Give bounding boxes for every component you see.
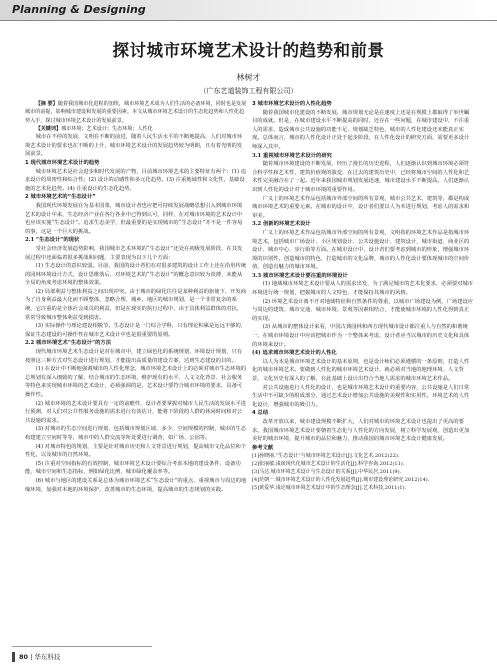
paragraph: 改革开放以来，城市建设规模不断扩大，人们对城市的环境艺术设计也提出了更高的要求。我国城市环境艺术设计要朝着生态化与人性化的方向发展，树立科学发展观，创造出更加美好的城市环境，提升城市的品位和魅力，推动我国的城市环境艺术设计健康发展。 [252,418,470,443]
reference-item: [4]范朝一.城市环境艺术设计的人性化发展趋势[J].城市建设理论研究,2012(14). [252,477,430,484]
paragraph: 以人为本是城市环境艺术设计的基本原则，也是设计师们必须遵循的一条原则，打造人性化的城市环境艺术。要做到人性化的城市环境艺术设计，就必须对当地的地理环境、人文背景、文化历史有深入的了解，在此基础上设计出符合当地人需求的城市环境艺术作品。 [252,358,470,382]
paragraph: (3) 对城市的生态空间进行规划，包括城市规划区域、多少、空间规模的控制，城市的生态构建建立空间时等等，城市中的人群交流等所处要进行调查，如广场、公园等。 [25,426,247,441]
reference-item: [3]马达.城市环境艺术设计与生态设计的关系[J].中华民居,2011(9). [252,469,402,476]
paragraph: 受社会经济发展趋势影响，我国城市艺术环境的“生态设计”还处在初级发展阶段，在其发展过程中还面临着很多挑战和问题，主要表现为以下几个方面： [25,245,243,261]
paragraph: 随着城市环境建设的不断发展，经历了漫长的历史进程，人们逐渐认识到城市环境必须符合科学性和艺术性，建筑价值观的演变，在过去的建筑历史中，已经将城市空间的人性化和艺术性完美融合在了一起。近年来我国城市规划发展迅速，城市建设水平不断提高。人们逐渐认识到人性化的设计对于城市环境的重要作用。 [252,161,470,193]
paragraph: 城市环境艺术是社会进步和时代发展的产物，目前城市环境艺术的主要特征有两个：(1) 追求设计的周密性和综合性；(2) 设计的动感性和多元化趋势。(3) 注重地域性和文化性，基础设施的艺术化趋势。(4) 注重设计的生态化趋势。 [25,168,247,192]
keywords [25,125,247,133]
keywords-label: 【关键词】 [35,125,62,132]
footer [19,652,60,661]
paragraph: 广义上的环境艺术作品包括城市外部空间的所有景观，城市公共艺术、建筑等，都是构成城市环境艺术的重要元素。在城市的设计中，设计者们要以人为本进行规划，考虑人的需求和审美。 [252,195,470,219]
subsection-heading: 3.3 城市环境艺术设计要注重的环境设计 [252,272,348,279]
paragraph: 我国现代环境发展在为基本国策，城市设计者也应把可持续发展战略思想引入到城市环境艺术的设计中来，生态经济产业在各行各业中已得到认可，同样，在对城市环境的艺术设计中也应该实施“生态设计”。追求生态美学，但最重要的是实现城市的“生态设计”并不是一件容易的事，这是一个巨大的挑战。 [25,202,243,235]
section-heading: 3 城市环境艺术设计的人性化趋势 [252,101,332,107]
paragraph: (4) 对城市特色的规划，主要是针对城市历史和人文背景进行规划，提高城市文化品位和个性化，以及城市的自然环境。 [25,443,247,459]
paragraph: (1) 在设计中不断地强调城市的人性化理念，城市环境艺术设计上的必须对城市生态环境的总规划有深入细致的了解，结合城市的生态环境，维护现有的水平、人文文化背景、社会服务等特色来实现城市环境的艺术设计，必须强调的是，艺术设计要符合城市环境的要求，具备可操作性。 [25,366,247,398]
section-label: Planning & Designing [12,3,146,16]
left-column [25,100,247,494]
subsection-heading: 3.2 创新的环境艺术设计 [252,221,311,228]
reference-item: [1]孙晓丽.“生态设计”与城市环境艺术设计[J].文化艺术,2012(22). [252,453,400,460]
header-rule [0,20,497,21]
right-column-body [252,100,474,444]
paper-title: 探讨城市环境艺术设计的趋势和前景 [112,41,385,60]
author-affiliation: （广东艺道装饰工程有限公司） [199,87,298,95]
footer-rule [12,646,152,647]
paragraph: (5) 注重对空间指标的有效控制，城市环境艺术设计要综合考虑本地的建设条件，设备功能，城市空间和生态指标，例如绿化比例，城市绿化覆盖率等。 [25,460,241,476]
page-number: 80 [19,653,29,661]
footer-separator: | [30,653,35,661]
right-column [252,100,474,492]
abstract [25,100,247,125]
paragraph: (2) 城市环境的艺术设计要具有一定的前瞻性，设计者要掌握对城市人民生活的发展水平进行预测，对人们对公共性服务设施的需求进行有效估计，能将下阶段的人群的休闲时间和对公共设施的需求。 [25,400,247,424]
paragraph: (3) 从城市的整体设计来看，中国古典园林和西方现代城市设计都注重人与自然的和谐统一，在城市环境设计中应该把城市作为一个整体来考虑，设计者应当以城市的历史文化和具体的环境来设计。 [252,324,470,348]
paragraph: 随着我国城市化建设的不断发展，城市规划无论是在速度上还是在规模上都取得了举世瞩目的成就。但是，在城市建设水平不断提高的同时，还存在一些问题，在城市建设中，不注重人的需求，造成城市公共设施的功能不足、规划缺乏特色，城市的人性化建设还未能真正实现。总体而言，城市的人性化设计正处于起步阶段，在人性化设计的研究方面，需要更多设计师深入其中。 [252,109,470,150]
abstract-label: 【摘 要】 [35,101,58,107]
author-name: 林树才 [236,73,261,82]
section-heading: 1 现代城市环境艺术设计的趋势 [25,159,100,166]
subsection-heading: (4) 追求城市环境艺术设计的人性化 [252,350,337,357]
subsection-heading: 3.1 重视城市环境艺术设计的研究 [252,152,332,159]
reference-item: [2]张丽敏.浅谈现代化城市艺术设计的生活化[J].科学咨询,2012(11). [252,461,405,468]
left-column-body [25,133,247,494]
paragraph: (2) 环境艺术设计离不开对地域特征和自然条件的尊重，以城市广场建设为例，广场建设应与周边的建筑、城市交通、城市环境、景观等因素相结合，才能使城市环境的人性化得到真正的实现。 [252,298,474,322]
keywords-text: 城市环境；艺术设计；生态环境；人性化 [61,125,153,132]
subsection-heading: 2.2 城市环境艺术“生态设计”的方法 [25,340,112,347]
paragraph: 现代城市环境艺术生态设计是对在城市中，建立绿色化的系统规划，环境设计规划，只有按照这三种方式对生态设计进行规划，才能提出高质量的建设方案，达到生态建设的目的。 [25,349,243,364]
paragraph: (3) 实际操作与理论建设相脱节。生态设计是一门综合学科，只有理论积累是远远不够的，保证生态建设的可操作性在城市艺术设计中也是很重要的原则。 [25,323,247,338]
section-heading: 4 总结 [252,410,269,417]
references-heading: 参考文献 [252,444,274,451]
references-list [252,452,474,492]
section-heading: 2 城市环境艺术的“生态设计” [25,194,96,201]
paragraph: 对公共设施进行人性化的设计，也是城市环境艺术设计的重要内容，公共设施是人们日常生活中不可缺少的组成部分，通过艺术设计增加公共设施的美观性和实用性，环境艺术的人性化设计，增强城市的吸引力。 [252,384,470,408]
journal-name: 华东科技 [34,653,61,661]
paragraph: (1) 生态设计的意识较弱。目前，我国的设计者们在对很多建筑的设计工作上还在沿用传统的园林环境设计方式，设计思维落后，对环境艺术的“生态设计”的概念意识较为淡薄，未能从全局的角度考虑环境的整体效果。 [25,263,247,287]
paragraph: (1) 地域城市环境艺术设计要从人的需求出发，为了满足城市的艺术化要求，必须要对城市环境进行统一规划，把握城市的人文特色，才能保持其城市的风格。 [252,281,474,297]
reference-item: [5]黄爱华.浅论城市环境艺术设计中的生态理念[J].艺术科技,2011(1). [252,485,407,492]
paragraph: 广义上的环境艺术作品包括城市外部空间的所有景观，文明指的环境艺术作品是指城市环境艺术，包括城市广场设计、小区规划设计、公共设施设计、建筑设计，城市街道、商业区的设计、城市中心、步行街等方面。在城市设计中，设计者们要考虑到城市的形象，增强城市环境的识别性，创造城市的特色，打造城市的文化品牌，城市的人性化设计要体现城市的空间价值，创造有魅力的城市环境。 [252,229,470,271]
paragraph: (2) 局部利益与整体利益之间出现冲突。由于城市的绿化往往是某种利益的驱使下，开发商为了自身利益最大化而不顾整体，忽略合理、城乡、地区的城市规划，是一个非常复杂的系统，它注重的是全体社会成员的利益，但是在现实的执行过程中，由于具体利益群体的对抗，常常导致城市整体利益受到损害。 [25,288,247,321]
paragraph: 城市在不停的发展，文明在不断的前进，随着人民生活水平的不断地提高，人们对城市环境艺术设计的要求也在不断的上升，城市环境艺术设计的发展趋势较为明朗，且有着光明的发展前景。 [25,134,243,158]
footer-mark [12,652,15,662]
subsection-heading: 2.1 “生态设计”的现状 [25,237,80,244]
abstract-text: 随着我国城市化进程的加快，城市环境艺术成为人们生活的必备环境，同时也是发展城市的前提，影响城市建设和发展的重要因素。本文从城市环境艺术设计的生态化趋势和人性化趋势入手，探讨城市环境艺术设计的发展前景。 [25,101,247,124]
paragraph: (6) 城市与地区的建设关系是总体为城市环境艺术“生态设计”的重点，重视城市与周边的地缘环境，加强对本地的环境保护，改善城市的生态环境，提高城市的生态规划的实践。 [25,477,247,493]
